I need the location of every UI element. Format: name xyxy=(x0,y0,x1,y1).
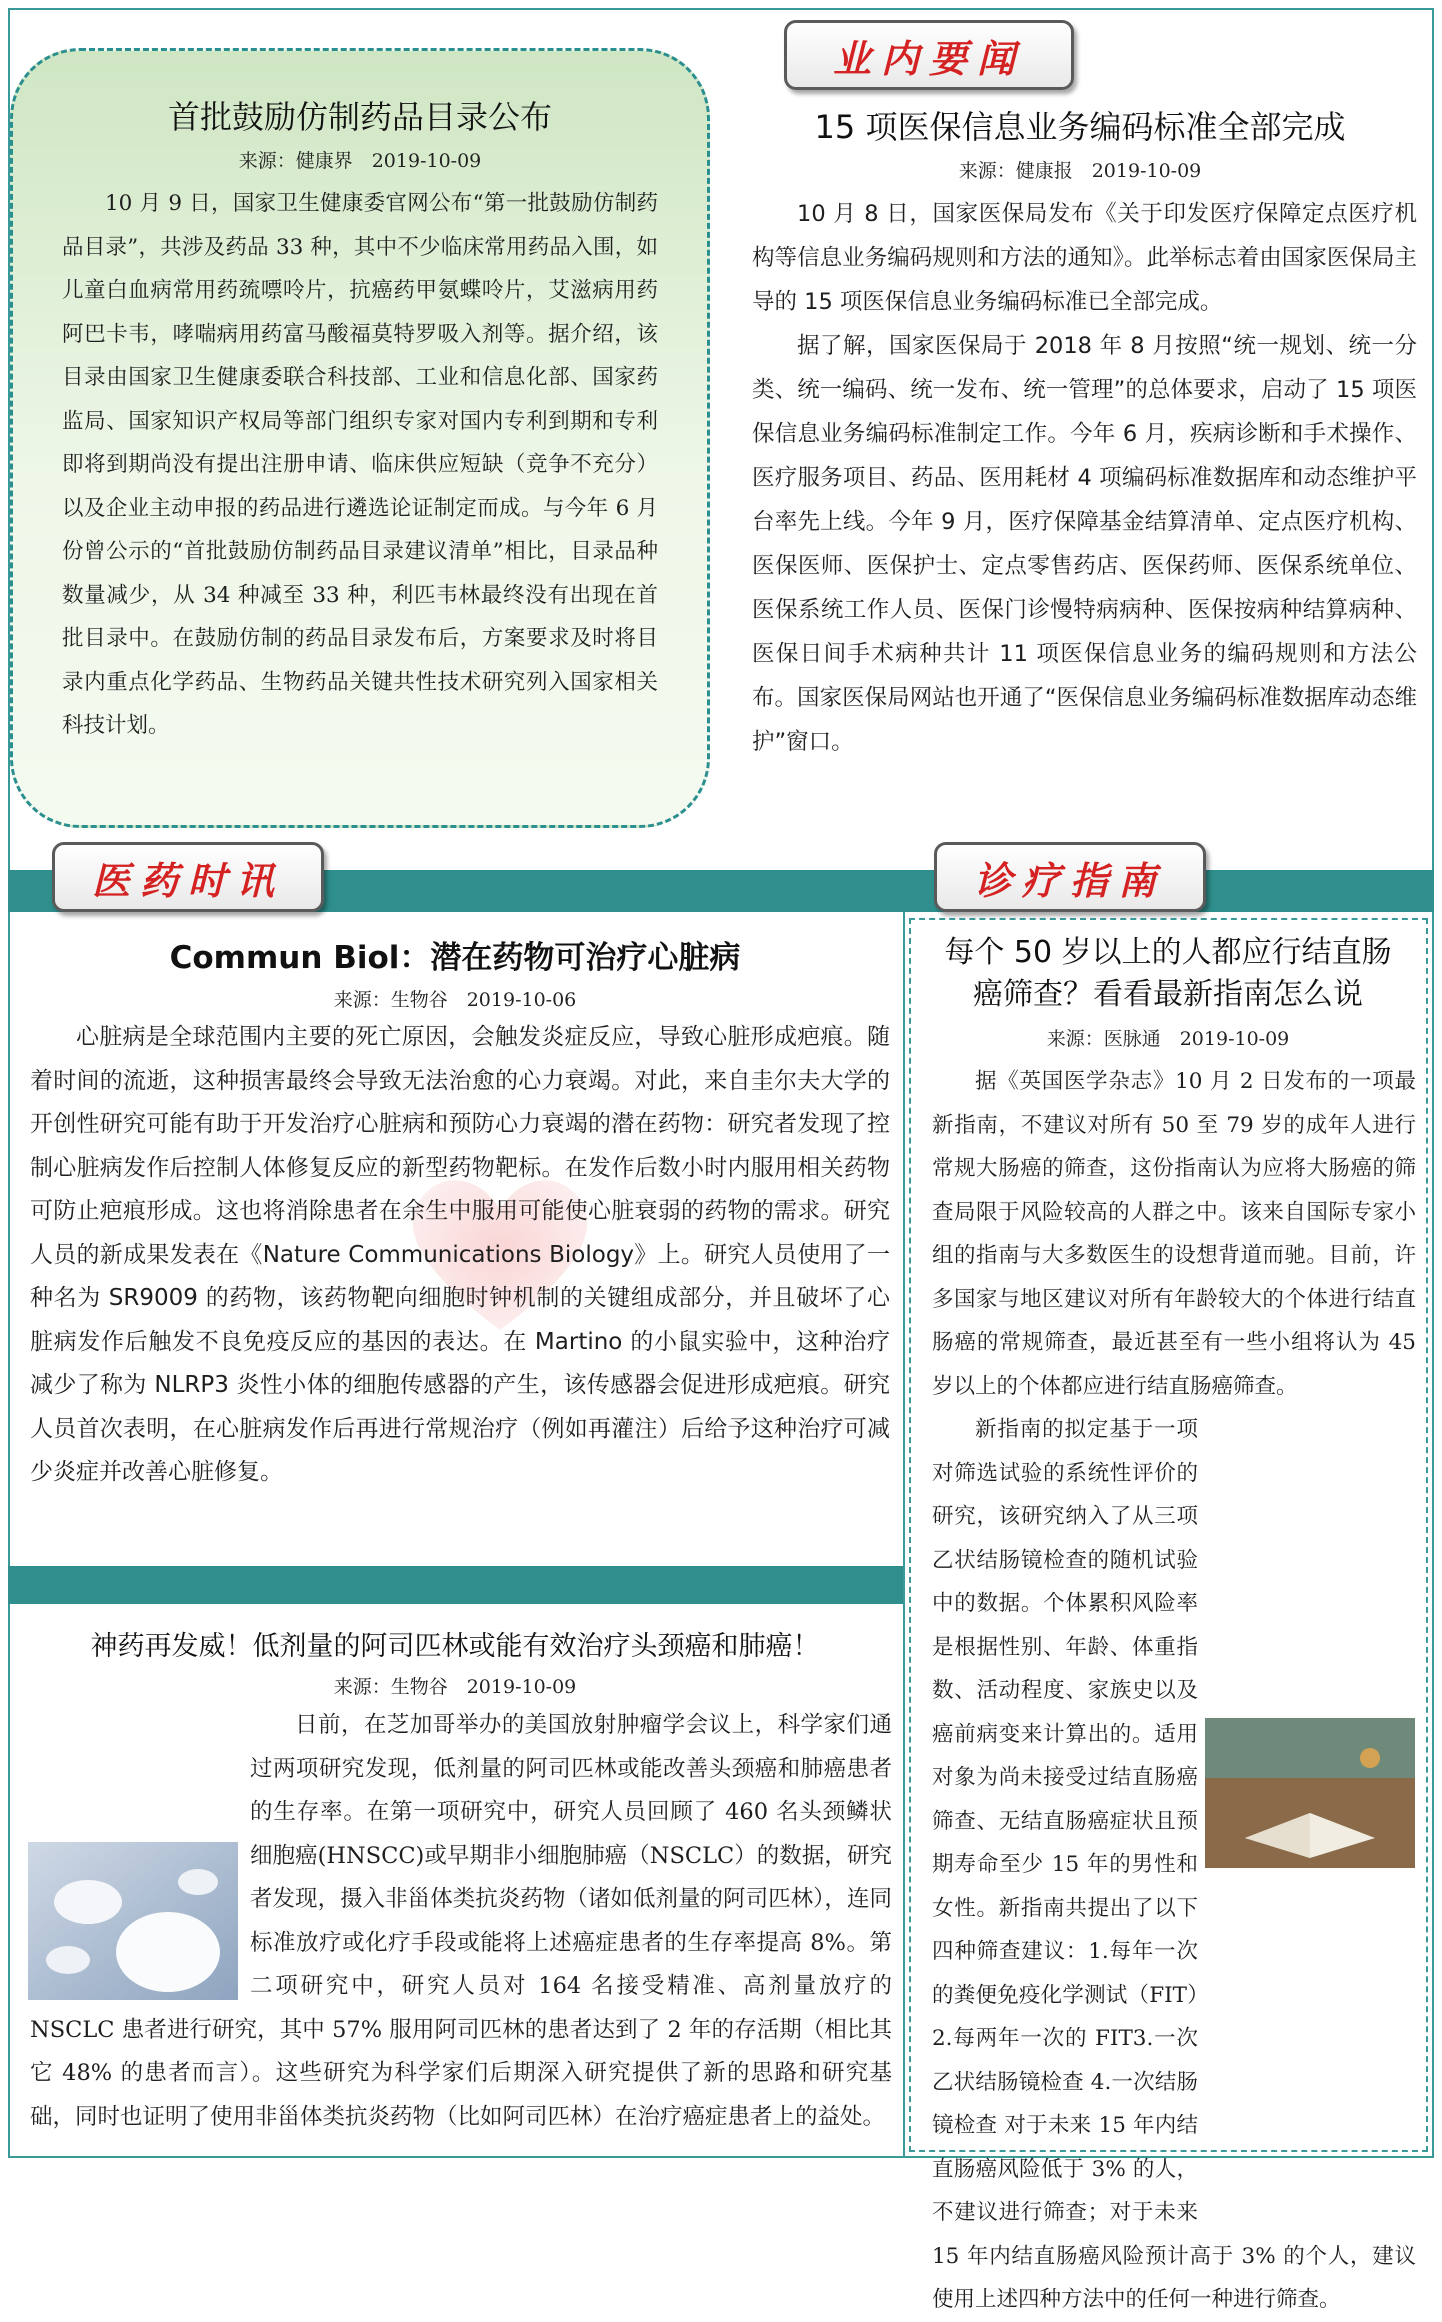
generic-drugs-body: 10 月 9 日，国家卫生健康委官网公布“第一批鼓励仿制药品目录”，共涉及药品 33 种，其中不少临床常用药品入围，如儿童白血病常用药巯嘌呤片，抗癌药甲氨蝶呤片，艾滋病用药阿巴卡韦，哮喘病用药富马酸福莫特罗吸入剂等。据介绍，该目录由国家卫生健康委联合科技部、工业和信息化部、国家药监局、国家知识产权局等部门组织专家对国内专利到期和专利即将到期尚没有提出注册申请、临床供应短缺（竞争不充分）以及企业主动申报的药品进行遴选论证制定而成。与今年 6 月份曾公示的“首批鼓励仿制药品目录建议清单”相比，目录品种数量减少，从 34 种减至 33 种，利匹韦林最终没有出现在首批目录中。在鼓励仿制的药品目录发布后，方案要求及时将目录内重点化学药品、生物药品关键共性技术研究列入国家相关科技计划。 xyxy=(62,191,658,738)
colorectal-body: 据《英国医学杂志》10 月 2 日发布的一项最新指南，不建议对所有 50 至 79 岁的成年人进行常规大肠癌的筛查，这份指南认为应将大肠癌的筛查局限于风险较高的人群之中。该来自国际专家小组的指南与大多数医生的设想背道而驰。目前，许多国家与地区建议对所有年龄较大的个体进行结直肠癌的常规筛查，最近甚至有一些小组将认为 45 岁以上的个体都应进行结直肠癌筛查。 新指南的拟定基于一项对筛选试验的系统性评价的研究，该研究纳入了从三项乙状结肠镜检查的随机试验中的数据。个体累积风险率是根据性别、年龄、体重指数、活动程度、家族史以及癌前病变来计算出的。适用对象为尚未接受过结直肠癌筛查、无结直肠癌症状且预期寿命至少 15 年的男性和女性。新指南共提出了以下四种筛查建议：1.每年一次的粪便免疫化学测试（FIT）2.每两年一次的 FIT3.一次乙状结肠镜检查 4.一次结肠镜检查 对于未来 15 年内结直肠癌风险低于 3% 的人，不建议进行筛查；对于未来 15 年内结直肠癌风险预计高于 3% 的个人，建议使用上述四种方法中的任何一种进行筛查。 xyxy=(932,1069,1416,2312)
heart-drug-body: 心脏病是全球范围内主要的死亡原因，会触发炎症反应，导致心脏形成疤痕。随着时间的流逝，这种损害最终会导致无法治愈的心力衰竭。对此，来自圭尔夫大学的开创性研究可能有助于开发治疗心脏病和预防心力衰竭的潜在药物：研究者发现了控制心脏病发作后控制人体修复反应的新型药物靶标。在发作后数小时内服用相关药物可防止疤痕形成。这也将消除患者在余生中服用可能使心脏衰弱的药物的需求。研究人员的新成果发表在《Nature Communications Biology》上。研究人员使用了一种名为 SR9009 的药物，该药物靶向细胞时钟机制的关键组成部分，并且破坏了心脏病发作后触发不良免疫反应的基因的表达。在 Martino 的小鼠实验中，这种治疗减少了称为 NLRP3 炎性小体的细胞传感器的产生，该传感器会促进形成疤痕。研究人员首次表明，在心脏病发作后再进行常规治疗（例如再灌注）后给予这种治疗可减少炎症并改善心脏修复。 xyxy=(30,1024,890,1485)
tab-diagnosis-guide[interactable]: 诊疗指南 xyxy=(934,842,1206,912)
aspirin-source: 来源：生物谷 2019-10-09 xyxy=(333,1676,577,1698)
section-divider-band-lower xyxy=(8,1566,905,1604)
generic-drugs-source: 来源：健康界 2019-10-09 xyxy=(238,150,482,172)
aspirin-title: 神药再发威！低剂量的阿司匹林或能有效治疗头颈癌和肺癌！ xyxy=(90,1631,820,1662)
tab-industry-news[interactable]: 业内要闻 xyxy=(784,20,1074,90)
generic-drugs-title: 首批鼓励仿制药品目录公布 xyxy=(167,98,552,136)
heart-drug-title: Commun Biol：潜在药物可治疗心脏病 xyxy=(169,940,741,976)
colorectal-source: 来源：医脉通 2019-10-09 xyxy=(1046,1028,1290,1050)
medical-insurance-body: 10 月 8 日，国家医保局发布《关于印发医疗保障定点医疗机构等信息业务编码规则和方法的通知》。此举标志着由国家医保局主导的 15 项医保信息业务编码标准已全部完成。 据了解，国家医保局于 2018 年 8 月按照“统一规划、统一分类、统一编码、统一发布、统一管理”的总体要求，启动了 15 项医保信息业务编码标准制定工作。今年 6 月，疾病诊断和手术操作、医疗服务项目、药品、医用耗材 4 项编码标准数据库和动态维护平台率先上线。今年 9 月，医疗保障基金结算清单、定点医疗机构、医保医师、医保护士、定点零售药店、医保药师、医保系统单位、医保系统工作人员、医保门诊慢特病病种、医保按病种结算病种、医保日间手术病种共计 11 项医保信息业务的编码规则和方法公布。国家医保局网站也开通了“医保信息业务编码标准数据库动态维护”窗口。 xyxy=(752,201,1417,755)
medical-insurance-source: 来源：健康报 2019-10-09 xyxy=(958,160,1202,182)
heart-drug-source: 来源：生物谷 2019-10-06 xyxy=(333,989,577,1011)
aspirin-body: 日前，在芝加哥举办的美国放射肿瘤学会议上，科学家们通过两项研究发现，低剂量的阿司匹林或能改善头颈癌和肺癌患者的生存率。在第一项研究中，研究人员回顾了 460 名头颈鳞状细胞癌(HNSCC)或早期非小细胞肺癌（NSCLC）的数据，研究者发现，摄入非甾体类抗炎药物（诸如低剂量的阿司匹林），连同标准放疗或化疗手段或能将上述癌症患者的生存率提高 8%。第二项研究中，研究人员对 164 名接受精准、高剂量放疗的 NSCLC 患者进行研究，其中 57% 服用阿司匹林的患者达到了 2 年的存活期（相比其它 48% 的患者而言）。这些研究为科学家们后期深入研究提供了新的思路和研究基础，同时也证明了使用非甾体类抗炎药物（比如阿司匹林）在治疗癌症患者上的益处。 xyxy=(30,1712,892,2130)
tab-pharma-news[interactable]: 医药时讯 xyxy=(52,842,324,912)
column-divider xyxy=(903,912,905,2158)
colorectal-title: 每个 50 岁以上的人都应行结直肠 癌筛查？看看最新指南怎么说 xyxy=(944,935,1392,1012)
medical-insurance-title: 15 项医保信息业务编码标准全部完成 xyxy=(814,108,1346,146)
